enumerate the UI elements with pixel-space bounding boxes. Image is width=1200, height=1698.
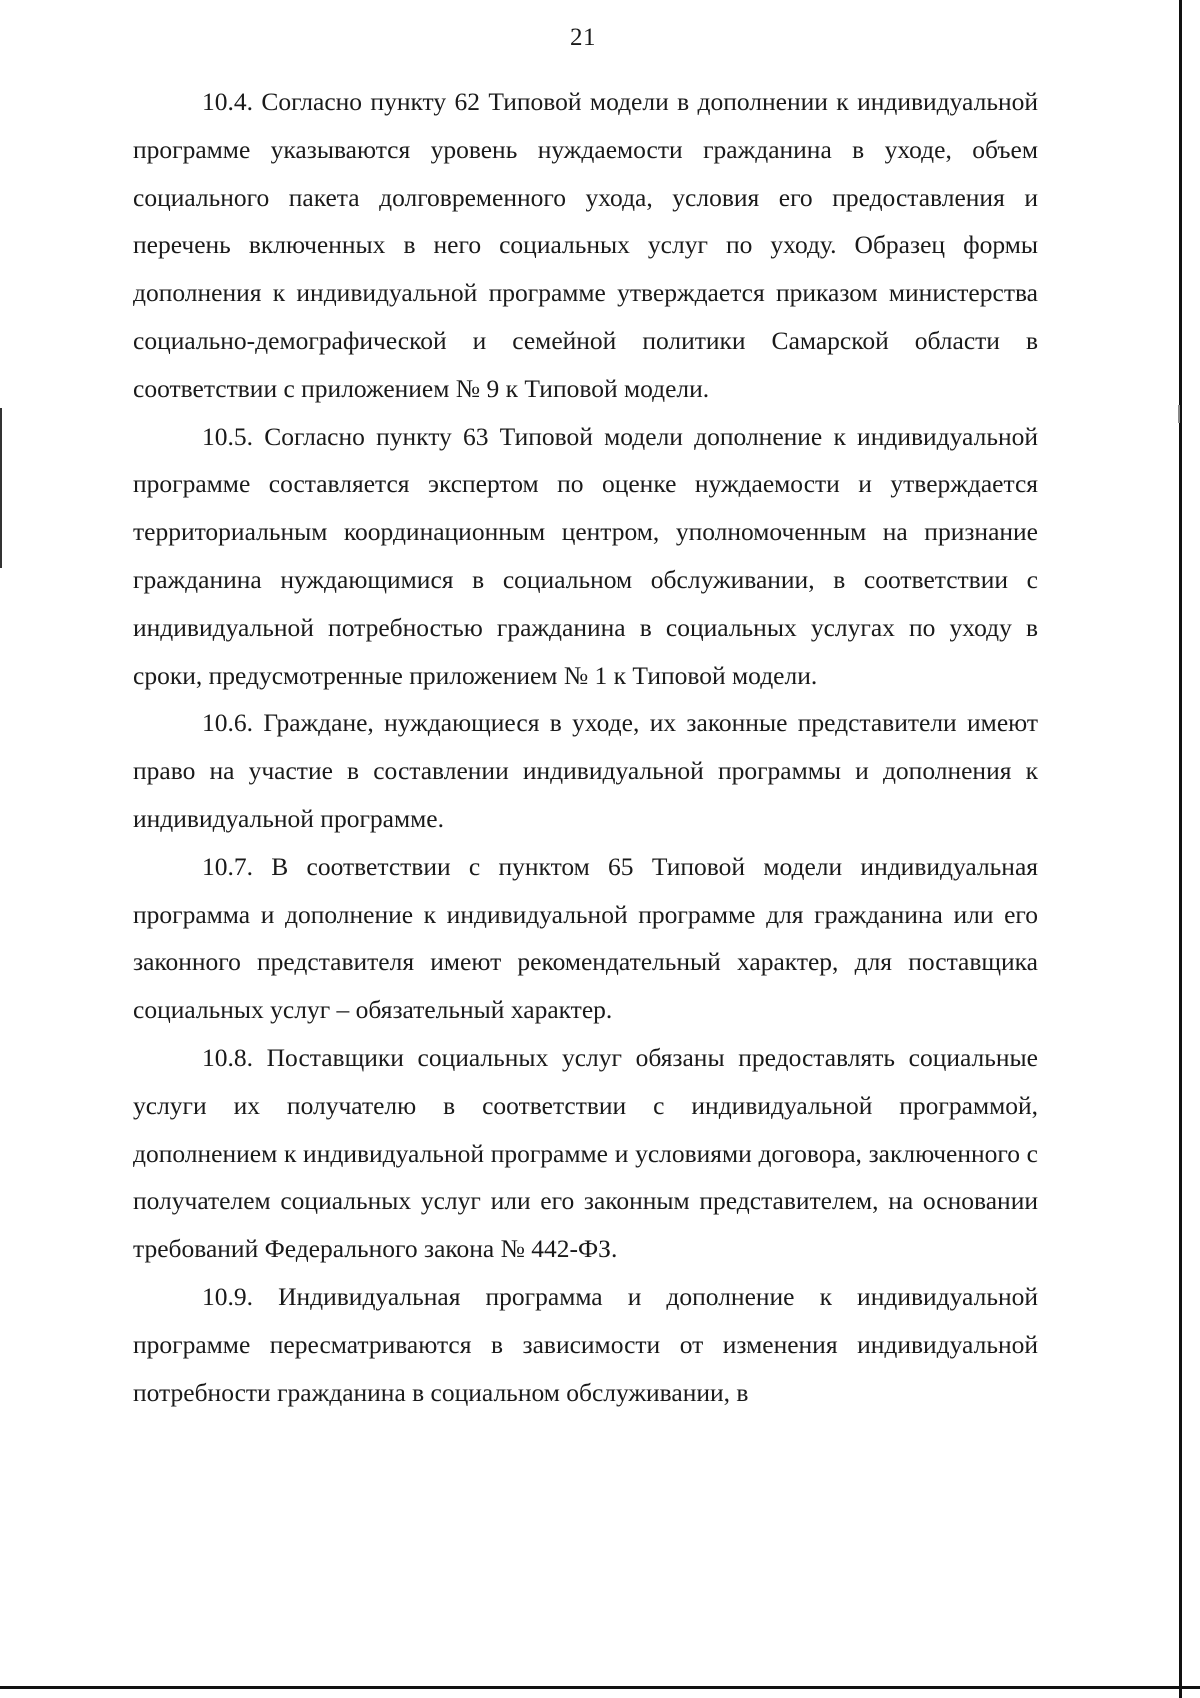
paragraph-10-4: 10.4. Согласно пункту 62 Типовой модели в дополнении к индивидуальной программе указываются уровень нуждаемости гражданина в уходе, объем социального пакета долговременного ухода, условия его предоставления и перечень включенных в него социальных услуг по уходу. Образец формы дополнения к индивидуальной программе утверждается приказом министерства социально-демографической и семейной политики Самарской области в соответствии с приложением № 9 к Типовой модели. xyxy=(133,87,1038,403)
paragraph-10-6: 10.6. Граждане, нуждающиеся в уходе, их законные представители имеют право на участие в составлении индивидуальной программы и дополнения к индивидуальной программе. xyxy=(133,708,1038,833)
document-body xyxy=(133,78,1038,1416)
scan-border-right xyxy=(1179,0,1182,1698)
page-number: 21 xyxy=(570,24,596,51)
scan-border-bottom xyxy=(0,1686,1200,1689)
paragraph-10-7: 10.7. В соответствии с пунктом 65 Типовой модели индивидуальная программа и дополнение к индивидуальной программе для гражданина или его законного представителя имеют рекомендательный характер, для поставщика социальных услуг – обязательный характер. xyxy=(133,851,1038,1025)
paragraph-10-9: 10.9. Индивидуальная программа и дополнение к индивидуальной программе пересматриваются в зависимости от изменения индивидуальной потребности гражданина в социальном обслуживании, в xyxy=(133,1281,1038,1407)
scan-mark-left xyxy=(0,408,2,568)
scan-mark-right xyxy=(1178,405,1180,423)
paragraph-10-5: 10.5. Согласно пункту 63 Типовой модели дополнение к индивидуальной программе составляется экспертом по оценке нуждаемости и утверждается территориальным координационным центром, уполномоченным на признание гражданина нуждающимися в социальном обслуживании, в соответствии с индивидуальной потребностью гражданина в социальных услугах по уходу в сроки, предусмотренные приложением № 1 к Типовой модели. xyxy=(133,421,1038,690)
paragraph-10-8: 10.8. Поставщики социальных услуг обязаны предоставлять социальные услуги их получателю в соответствии с индивидуальной программой, дополнением к индивидуальной программе и условиями договора, заключенного с получателем социальных услуг или его законным представителем, на основании требований Федерального закона № 442-ФЗ. xyxy=(133,1042,1038,1264)
